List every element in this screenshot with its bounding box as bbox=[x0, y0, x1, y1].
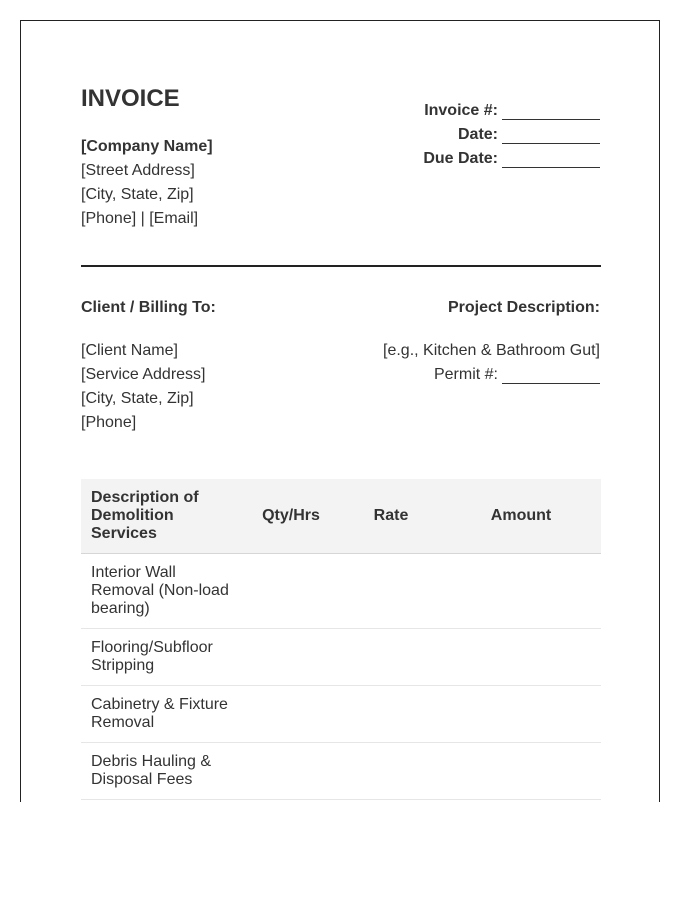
project-heading: Project Description: bbox=[447, 299, 600, 316]
table-header-row bbox=[81, 479, 601, 554]
row-description: Cabinetry & Fixture Removal bbox=[81, 686, 241, 743]
table-row bbox=[81, 554, 601, 629]
row-qty bbox=[241, 743, 341, 800]
client-heading: Client / Billing To: bbox=[81, 299, 216, 316]
header-rate: Rate bbox=[341, 479, 441, 554]
section-divider bbox=[81, 265, 601, 267]
client-name: [Client Name] bbox=[81, 342, 178, 359]
row-description: Interior Wall Removal (Non-load bearing) bbox=[81, 554, 241, 629]
client-city: [City, State, Zip] bbox=[81, 390, 194, 407]
permit-label: Permit #: bbox=[433, 366, 498, 383]
invoice-number-blank bbox=[502, 101, 600, 120]
company-name: [Company Name] bbox=[81, 138, 213, 155]
row-amount bbox=[441, 743, 601, 800]
date-row bbox=[340, 123, 600, 147]
header-qty: Qty/Hrs bbox=[241, 479, 341, 554]
table-row bbox=[81, 743, 601, 800]
row-amount bbox=[441, 554, 601, 629]
project-info bbox=[300, 339, 600, 387]
invoice-title: INVOICE bbox=[81, 85, 180, 112]
row-amount bbox=[441, 686, 601, 743]
company-info bbox=[81, 135, 213, 231]
row-rate bbox=[341, 629, 441, 686]
company-city: [City, State, Zip] bbox=[81, 186, 194, 203]
header-amount: Amount bbox=[441, 479, 601, 554]
table-row bbox=[81, 629, 601, 686]
project-description: [e.g., Kitchen & Bathroom Gut] bbox=[383, 342, 600, 359]
client-address: [Service Address] bbox=[81, 366, 206, 383]
row-qty bbox=[241, 686, 341, 743]
date-blank bbox=[502, 125, 600, 144]
company-street: [Street Address] bbox=[81, 162, 195, 179]
permit-blank bbox=[502, 365, 600, 384]
company-contact: [Phone] | [Email] bbox=[81, 210, 199, 227]
row-qty bbox=[241, 554, 341, 629]
row-rate bbox=[341, 743, 441, 800]
due-date-row bbox=[340, 147, 600, 171]
client-info bbox=[81, 339, 206, 435]
row-description: Debris Hauling & Disposal Fees bbox=[81, 743, 241, 800]
row-rate bbox=[341, 686, 441, 743]
row-description: Flooring/Subfloor Stripping bbox=[81, 629, 241, 686]
invoice-page bbox=[20, 20, 660, 802]
client-phone: [Phone] bbox=[81, 414, 137, 431]
invoice-number-row bbox=[340, 99, 600, 123]
table-row bbox=[81, 686, 601, 743]
date-label: Date: bbox=[457, 126, 498, 143]
services-table bbox=[81, 479, 601, 800]
due-date-label: Due Date: bbox=[423, 150, 498, 167]
due-date-blank bbox=[502, 149, 600, 168]
invoice-meta bbox=[340, 99, 600, 171]
header-description: Description of Demolition Services bbox=[81, 479, 241, 554]
permit-row bbox=[300, 363, 600, 387]
row-rate bbox=[341, 554, 441, 629]
invoice-number-label: Invoice #: bbox=[424, 102, 498, 119]
row-qty bbox=[241, 629, 341, 686]
row-amount bbox=[441, 629, 601, 686]
